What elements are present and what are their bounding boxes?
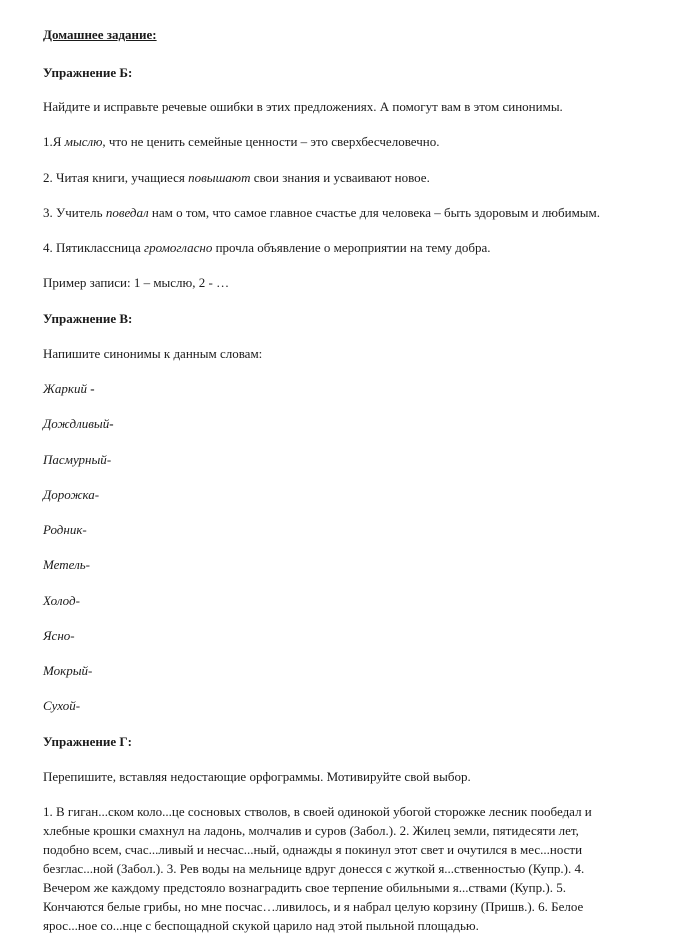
item-suffix: прочла объявление о мероприятии на тему добра. bbox=[212, 240, 491, 255]
item-word: мыслю bbox=[64, 134, 103, 149]
item-prefix: 4. Пятиклассница bbox=[43, 240, 145, 255]
synonym-word-7 bbox=[43, 593, 80, 609]
exercise-b-instruction: Найдите и исправьте речевые ошибки в этих предложениях. А помогут вам в этом синонимы. bbox=[43, 99, 563, 114]
exercise-b-item-4 bbox=[43, 240, 491, 256]
synonym-word-3 bbox=[43, 452, 111, 468]
exercise-b-item-1 bbox=[43, 134, 439, 150]
synonym-word: Пасмурный bbox=[43, 452, 107, 467]
synonym-dash: - bbox=[87, 381, 95, 396]
exercise-v-title: Упражнение В: bbox=[43, 311, 133, 326]
synonym-word-8 bbox=[43, 628, 75, 644]
synonym-dash: - bbox=[75, 593, 80, 608]
text-line: Кончаются белые грибы, но мне посчас…ливилось, и я набрал целую корзину (Пришв.). 6. Белое bbox=[43, 899, 584, 914]
exercise-g-text bbox=[43, 802, 643, 935]
synonym-word: Родник bbox=[43, 522, 83, 537]
synonym-word: Мокрый bbox=[43, 663, 89, 678]
text-line: хлебные крошки смахнул на ладонь, молчалив и суров (Забол.). 2. Жилец земли, пятидесяти лет, bbox=[43, 823, 579, 838]
item-word: поведал bbox=[105, 205, 149, 220]
synonym-word: Метель bbox=[43, 557, 86, 572]
text-line: безглас...ной (Забол.). 3. Рев воды на мельнице вдруг донесся с жуткой я...ственностью (Купр.). 4. bbox=[43, 861, 585, 876]
synonym-dash: - bbox=[70, 628, 75, 643]
synonym-word-5 bbox=[43, 522, 87, 538]
text-line: Вечером же каждому предстояло вознаградить свое терпение обильными я...ствами (Купр.). 5. bbox=[43, 880, 566, 895]
item-prefix: 1.Я bbox=[43, 134, 65, 149]
item-prefix: 2. Читая книги, учащиеся bbox=[43, 170, 189, 185]
synonym-dash: - bbox=[109, 416, 114, 431]
item-word: громогласно bbox=[144, 240, 213, 255]
synonym-word: Дождливый bbox=[43, 416, 110, 431]
exercise-b-title: Упражнение Б: bbox=[43, 65, 133, 80]
text-line: 1. В гиган...ском коло...це сосновых стволов, в своей одинокой убогой сторожке лесник пообедал и bbox=[43, 804, 592, 819]
synonym-word-6 bbox=[43, 557, 90, 573]
homework-title: Домашнее задание: bbox=[43, 27, 157, 42]
synonym-word-10 bbox=[43, 698, 80, 714]
exercise-b-item-3 bbox=[43, 205, 600, 221]
synonym-word: Жаркий bbox=[43, 381, 87, 396]
synonym-word-1 bbox=[43, 381, 95, 397]
item-suffix: свои знания и усваивают новое. bbox=[250, 170, 430, 185]
synonym-word-9 bbox=[43, 663, 92, 679]
synonym-dash: - bbox=[82, 522, 87, 537]
synonym-word: Сухой bbox=[43, 698, 76, 713]
exercise-g-instruction: Перепишите, вставляя недостающие орфограммы. Мотивируйте свой выбор. bbox=[43, 769, 471, 784]
synonym-word-2 bbox=[43, 416, 114, 432]
text-line: ярос...ное со...нце с беспощадной скукой царило над этой пыльной площадью. bbox=[43, 918, 479, 933]
synonym-word: Дорожка bbox=[43, 487, 95, 502]
item-suffix: нам о том, что самое главное счастье для человека – быть здоровым и любимым. bbox=[148, 205, 601, 220]
item-word: повышают bbox=[188, 170, 251, 185]
item-prefix: 3. Учитель bbox=[43, 205, 106, 220]
item-suffix: , что не ценить семейные ценности – это сверхбесчеловечно. bbox=[102, 134, 440, 149]
synonym-word-4 bbox=[43, 487, 99, 503]
exercise-b-example: Пример записи: 1 – мыслю, 2 - … bbox=[43, 275, 230, 290]
synonym-dash: - bbox=[106, 452, 112, 467]
exercise-b-item-2 bbox=[43, 170, 430, 186]
synonym-word: Ясно bbox=[43, 628, 71, 643]
synonym-dash: - bbox=[85, 557, 91, 572]
exercise-g-title: Упражнение Г: bbox=[43, 734, 132, 749]
synonym-word: Холод bbox=[43, 593, 76, 608]
exercise-v-instruction: Напишите синонимы к данным словам: bbox=[43, 346, 263, 361]
synonym-dash: - bbox=[94, 487, 100, 502]
text-line: подобно всем, счас...ливый и несчас...ный, однажды я покинул этот свет и очутился в мес...ности bbox=[43, 842, 583, 857]
synonym-dash: - bbox=[88, 663, 93, 678]
synonym-dash: - bbox=[75, 698, 81, 713]
